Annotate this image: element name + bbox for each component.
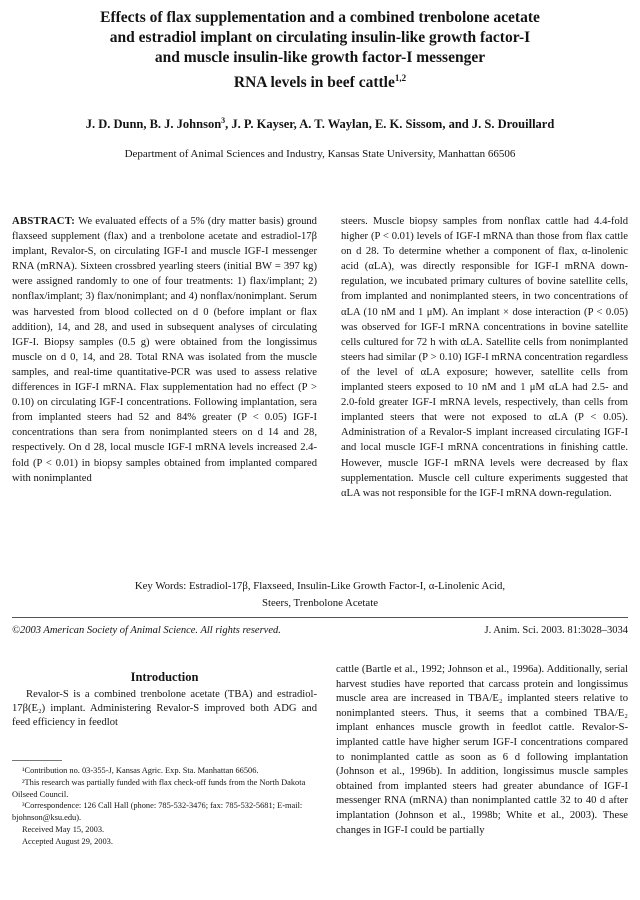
keywords-line-2: Steers, Trenbolone Acetate [261,597,379,609]
keywords [70,578,570,612]
title-line-4 [40,68,600,93]
introduction-left-text: Revalor-S is a combined trenbolone acetate (TBA) and estradiol-17β(E₂) implant. Administering Revalor-S improved both ADG and feed efficiency in feedlot [12,689,317,728]
abstract-section [12,214,628,570]
title-line-4-text: RNA levels in beef cattle [233,74,395,92]
footnote-2: ²This research was partially funded with flax check-off funds from the North Dakota Oilseed Council. [12,777,306,799]
journal-citation: J. Anim. Sci. 2003. 81:3028–3034 [484,625,628,636]
keywords-line-1: Key Words: Estradiol-17β, Flaxseed, Insulin-Like Growth Factor-I, α-Linolenic Acid, [134,580,506,592]
copyright-notice: ©2003 American Society of Animal Science. All rights reserved. [12,625,281,636]
footnote-3: ³Correspondence: 126 Call Hall (phone: 785-532-3476; fax: 785-532-5681; E-mail: bjohnson@ksu.edu). [12,801,303,823]
introduction-heading: Introduction [130,670,199,684]
abstract-left-text: We evaluated effects of a 5% (dry matter basis) ground flaxseed supplement (flax) and a trenbolone acetate and estradiol-17β implant, Revalor-S, on circulating IGF-I and muscle IGF-I messenger RNA (mRNA). Sixteen crossbred yearling steers (initial BW = 397 kg) were assigned randomly to one of four treatments: 1) flax/implant; 2) nonflax/implant; 3) flax/nonimplant; and 4) nonflax/nonimplant. Serum was harvested from blood collected on d 0 (before implant or flax addition), 14, and 28, and used in subsequent analyses of circulating IGF-I. Biopsy samples (0.5 g) were obtained from the longissimus muscle on d 0, 14, and 28. Total RNA was isolated from the muscle samples, and real-time quantitative-PCR was used to assess relative differences in IGF-I mRNA. Flax supplementation had no effect (P > 0.10) on circulating IGF-I concentrations. Following implantation, sera from implanted steers had 52 and 84% greater (P < 0.05) IGF-I concentrations than sera from nonimplanted steers on d 14 and 28, respectively. On d 28, local muscle IGF-I mRNA levels increased 2.4-fold (P < 0.01) in biopsy samples obtained from implanted compared with nonimplanted [12,216,317,484]
abstract-label: ABSTRACT: [12,216,76,227]
abstract-right-text: steers. Muscle biopsy samples from nonflax cattle had 4.4-fold higher (P < 0.01) levels of IGF-I mRNA than those from flax cattle on d 28. To determine whether a component of flax, α-linolenic acid (αLA), was directly responsible for IGF-I mRNA down-regulation, we incubated primary cultures of bovine satellite cells, from implanted and nonimplanted steers, in two concentrations of αLA (10 nM and 1 μM). An implant × dose interaction (P < 0.05) was observed for IGF-I mRNA concentrations in bovine satellite cells cultured for 72 h with αLA. Satellite cells from nonimplanted steers had similar (P > 0.10) IGF-I mRNA concentration regardless of the level of αLA exposure; however, satellite cells from implanted steers exposed to 10 nM and 1 μM αLA had 2.5- and 2.0-fold greater IGF-I mRNA levels, respectively, than cells from implanted steers that were not exposed to αLA (P < 0.05). Administration of a Revalor-S implant increased circulating IGF-I and local muscle IGF-I mRNA concentrations in finishing cattle. However, muscle IGF-I mRNA levels were decreased by flax supplementation. Muscle cell culture experiments suggested that αLA was not responsible for the IGF-I mRNA down-regulation. [341,216,628,499]
author-list [10,116,630,132]
abstract-left-column [12,214,317,570]
affiliation: Department of Animal Sciences and Industry, Kansas State University, Manhattan 66506 [124,148,516,160]
footnotes [12,765,317,848]
paper-title [40,8,600,93]
received-date: Received May 15, 2003. [22,824,105,834]
title-line-2: and estradiol implant on circulating insulin-like growth factor-I [109,29,531,46]
title-footnote-marker: 1,2 [394,73,407,83]
introduction-right-text: cattle (Bartle et al., 1992; Johnson et al., 1996a). Additionally, serial harvest studies have reported that carcass protein and longissimus muscle area are increased in TBA/E₂ implanted steers relative to nonimplanted steers. Thus, it seems that a combined TBA/E₂ implant enhances muscle growth in feedlot cattle. Revalor-S-implanted cattle have higher serum IGF-I concentrations compared to nonimplanted cattle as soon as 6 d following implantation (Johnson et al., 1996b). In addition, longissimus muscle samples obtained from implanted steers had greater abundance of IGF-I messenger RNA (mRNA) than nonimplanted cattle 32 to 40 d after implantation (Johnson et al., 1998b; White et al., 2003). These changes in IGF-I could be partially [336,664,628,836]
accepted-date: Accepted August 29, 2003. [22,836,113,846]
title-line-1: Effects of flax supplementation and a combined trenbolone acetate [100,9,540,26]
footnote-1: ¹Contribution no. 03-355-J, Kansas Agric. Exp. Sta. Manhattan 66506. [22,766,259,775]
divider [12,617,628,618]
footnote-divider [12,760,62,761]
author-first: J. D. Dunn, B. J. Johnson [85,117,222,132]
author-footnote-marker: 3 [221,116,226,125]
title-line-3: and muscle insulin-like growth factor-I messenger [154,49,486,66]
author-rest: , J. P. Kayser, A. T. Waylan, E. K. Sissom, and J. S. Drouillard [225,117,555,132]
